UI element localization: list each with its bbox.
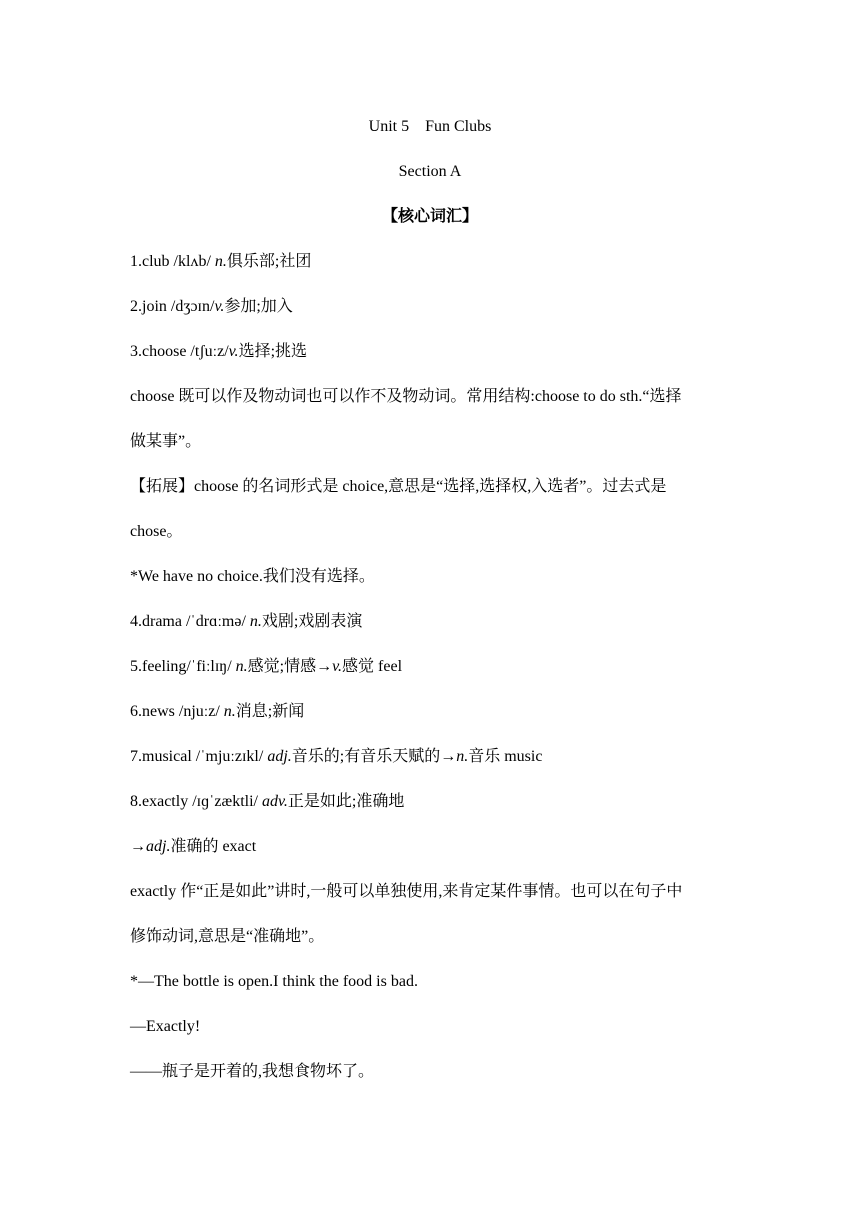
entry-musical: 7.musical /ˈmjuːzɪkl/ adj.音乐的;有音乐天赋的→n.音乐 music: [130, 748, 543, 765]
dialog-line-3: ——瓶子是开着的,我想食物坏了。: [130, 1063, 375, 1080]
unit-title: Unit 5 Fun Clubs: [368, 118, 492, 135]
dialog-line-1: *—The bottle is open.I think the food is bad.: [130, 973, 418, 990]
section-title: Section A: [398, 163, 462, 180]
entry-drama: 4.drama /ˈdrɑːmə/ n.戏剧;戏剧表演: [130, 613, 363, 630]
exactly-note-line-2: 修饰动词,意思是“准确地”。: [130, 928, 325, 945]
exactly-note-line-1: exactly 作“正是如此”讲时,一般可以单独使用,来肯定某件事情。也可以在句子中: [130, 883, 683, 900]
entry-club: 1.club /klʌb/ n.俱乐部;社团: [130, 253, 312, 270]
expand-note-line-2: chose。: [130, 523, 183, 540]
entry-choose: 3.choose /tʃuːz/v.选择;挑选: [130, 343, 308, 360]
entry-join: 2.join /dʒɔɪn/v.参加;加入: [130, 298, 293, 315]
choose-note-line-1: choose 既可以作及物动词也可以作不及物动词。常用结构:choose to do sth.“选择: [130, 388, 682, 405]
entry-feeling: 5.feeling/ˈfiːlɪŋ/ n.感觉;情感→v.感觉 feel: [130, 658, 403, 675]
entry-news: 6.news /njuːz/ n.消息;新闻: [130, 703, 305, 720]
choose-note-line-2: 做某事”。: [130, 433, 202, 450]
entry-exactly: 8.exactly /ɪɡˈzæktli/ adv.正是如此;准确地: [130, 793, 405, 810]
dialog-line-2: —Exactly!: [130, 1018, 201, 1035]
example-sentence: *We have no choice.我们没有选择。: [130, 568, 375, 585]
expand-note-line-1: 【拓展】choose 的名词形式是 choice,意思是“选择,选择权,入选者”。过去式是: [130, 478, 667, 495]
core-vocab-heading: 【核心词汇】: [381, 208, 478, 225]
entry-exact: →adj.准确的 exact: [130, 838, 257, 855]
